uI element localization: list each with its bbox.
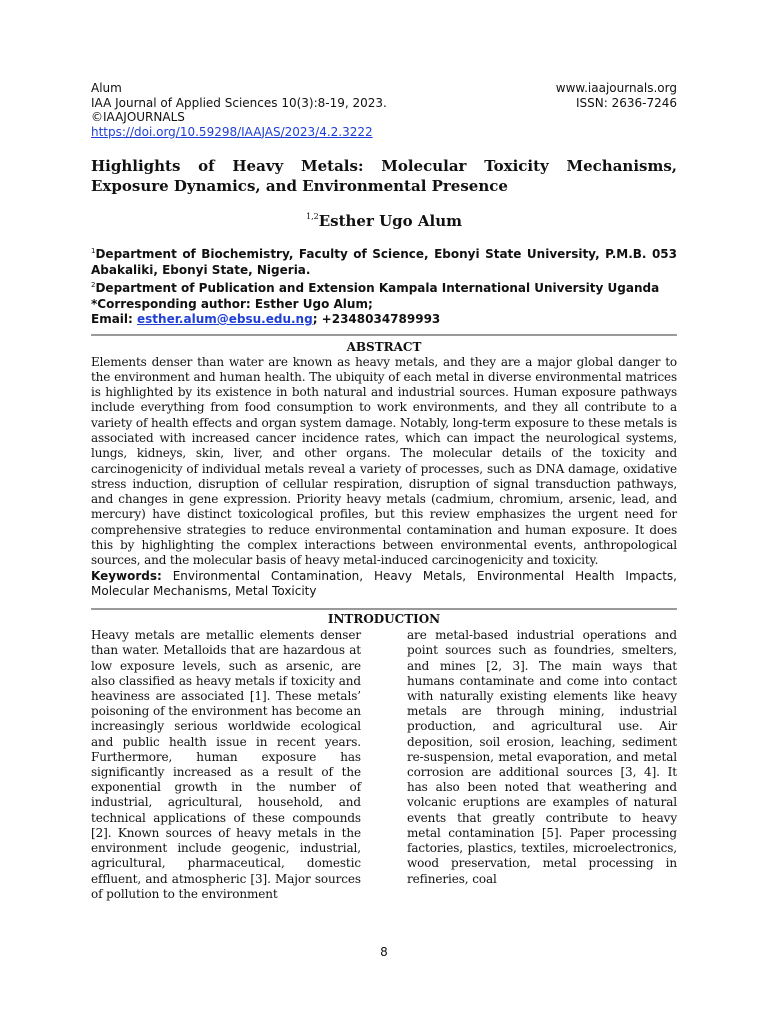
author-affiliation-marks: 1,2 xyxy=(305,212,319,221)
paper-title: Highlights of Heavy Metals: Molecular Toxicity Mechanisms, Exposure Dynamics, and Environmental Presence xyxy=(91,157,677,195)
phone-number: ; +2348034789993 xyxy=(312,312,441,326)
introduction-columns xyxy=(91,628,677,902)
corresponding-author: *Corresponding author: Esther Ugo Alum; xyxy=(91,296,373,311)
introduction-heading: INTRODUCTION xyxy=(327,612,441,627)
header-issn: ISSN: 2636-7246 xyxy=(575,95,677,110)
affiliation-1-text: Department of Biochemistry, Faculty of Science, Ebonyi State University, P.M.B. 053 Abakaliki, Ebonyi State, Nigeria. xyxy=(91,247,677,277)
header-journal: IAA Journal of Applied Sciences 10(3):8-19, 2023. xyxy=(91,95,387,110)
header-author: Alum xyxy=(91,81,122,95)
intro-paragraph-right: are metal-based industrial operations and point sources such as foundries, smelters, and mines [2, 3]. The main ways that humans contaminate and come into contact with naturally existing elements like heavy metals are through mining, industrial production, and agricultural use. Air deposition, soil erosion, leaching, sediment re-suspension, metal evaporation, and metal corrosion are additional sources [3, 4]. It has also been noted that weathering and volcanic eruptions are examples of natural events that greatly contribute to heavy metal contamination [5]. Paper processing factories, plastics, textiles, microelectronics, wood preservation, metal processing in refineries, coal xyxy=(407,628,677,886)
affiliation-1-mark: 1 xyxy=(91,247,96,255)
author-line xyxy=(91,212,677,230)
running-header xyxy=(91,81,677,139)
divider-top xyxy=(91,334,677,336)
affiliation-2-text: Department of Publication and Extension Kampala International University Uganda xyxy=(95,281,660,295)
keywords-label: Keywords: xyxy=(91,568,162,583)
abstract-heading: ABSTRACT xyxy=(346,339,422,354)
intro-column-right xyxy=(407,628,677,902)
email-label: Email: xyxy=(91,312,133,326)
affiliation-2-mark: 2 xyxy=(91,281,96,289)
affiliation-2 xyxy=(91,278,677,297)
keywords xyxy=(91,569,677,600)
affiliations xyxy=(91,244,677,328)
intro-column-left xyxy=(91,628,361,902)
affiliation-1 xyxy=(91,244,677,278)
email-link[interactable]: esther.alum@ebsu.edu.ng xyxy=(137,312,313,326)
page xyxy=(91,81,677,902)
email-line xyxy=(91,312,677,328)
divider-bottom xyxy=(91,608,677,610)
keywords-list: Environmental Contamination, Heavy Metals, Environmental Health Impacts, Molecular Mechanisms, Metal Toxicity xyxy=(91,568,677,598)
header-website: www.iaajournals.org xyxy=(555,81,677,95)
abstract-text: Elements denser than water are known as heavy metals, and they are a major global danger to the environment and human health. The ubiquity of each metal in diverse environmental matrices is highlighted by its existence in both natural and industrial sources. Human exposure pathways include everything from food consumption to work environments, and they all contribute to a variety of health effects and organ system damage. Notably, long-term exposure to these metals is associated with increased cancer incidence rates, which can impact the neurological systems, lungs, kidneys, skin, liver, and other organs. The molecular details of the toxicity and carcinogenicity of individual metals reveal a variety of processes, such as DNA damage, oxidative stress induction, disruption of cellular respiration, disruption of signal transduction pathways, and changes in gene expression. Priority heavy metals (cadmium, chromium, arsenic, lead, and mercury) have distinct toxicological profiles, but this review emphasizes the urgent need for comprehensive strategies to reduce environmental contamination and human exposure. It does this by highlighting the complex interactions between environmental events, anthropological sources, and the molecular basis of heavy metal-induced carcinogenicity and toxicity. xyxy=(91,354,677,568)
page-number: 8 xyxy=(380,945,388,959)
doi-link[interactable]: https://doi.org/10.59298/IAAJAS/2023/4.2.3222 xyxy=(91,124,373,139)
intro-paragraph-left: Heavy metals are metallic elements denser than water. Metalloids that are hazardous at low exposure levels, such as arsenic, are also classified as heavy metals if toxicity and heaviness are associated [1]. These metals’ poisoning of the environment has become an increasingly serious worldwide ecological and public health issue in recent years. Furthermore, human exposure has significantly increased as a result of the exponential growth in the number of industrial, agricultural, household, and technical applications of these compounds [2]. Known sources of heavy metals in the environment include geogenic, industrial, agricultural, pharmaceutical, domestic effluent, and atmospheric [3]. Major sources of pollution to the environment xyxy=(91,628,361,901)
header-copyright: ©IAAJOURNALS xyxy=(91,110,185,124)
author-name: Esther Ugo Alum xyxy=(318,212,463,230)
